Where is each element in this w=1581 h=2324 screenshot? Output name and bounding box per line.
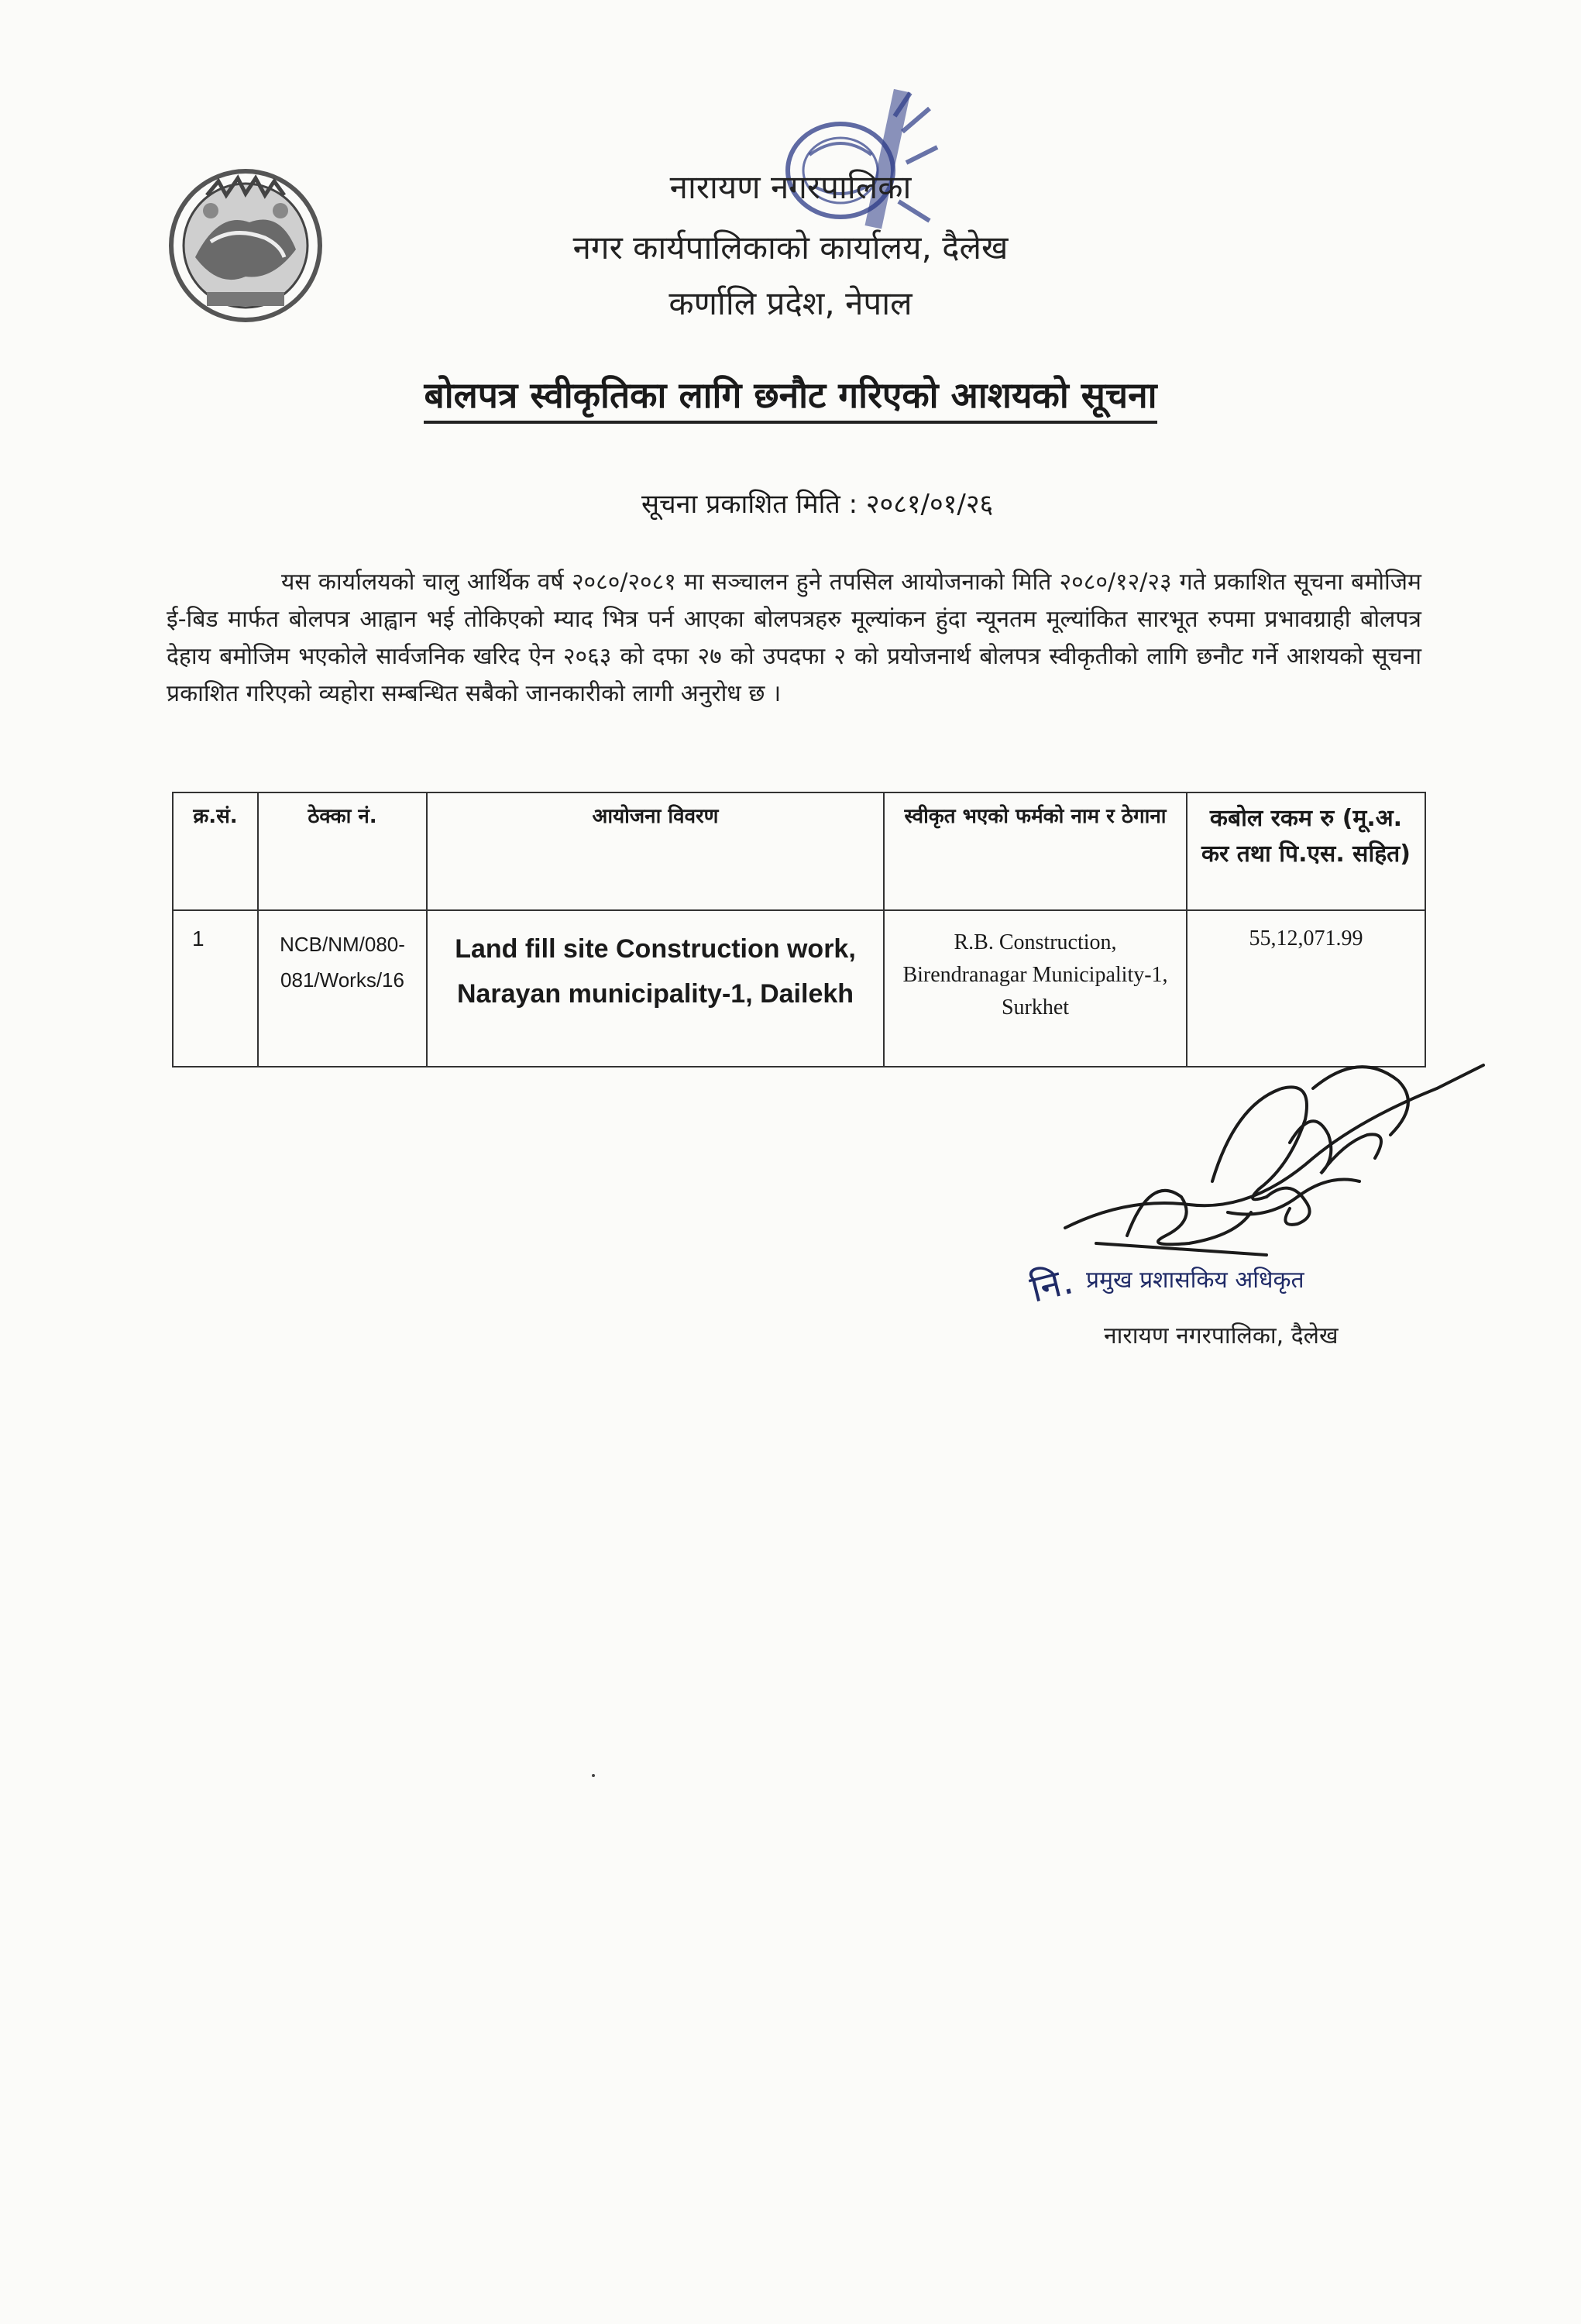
notice-body: यस कार्यालयको चालु आर्थिक वर्ष २०८०/२०८१ मा सञ्चालन हुने तपसिल आयोजनाको मिति २०८०/१२/२३ गते प्रकाशित सूचना बमोजिम ई-बिड मार्फत बोलपत्र आह्वान भई तोकिएको म्याद भित्र पर्न आएका बोलपत्रहरु मूल्यांकन हुंदा न्यूनतम मूल्यांकित सारभूत रुपमा प्रभावग्राही बोलपत्र देहाय बमोजिम भएकोले सार्वजनिक खरिद ऐन २०६३ को दफा २७ को उपदफा २ को प्रयोजनार्थ बोलपत्र स्वीकृतीको लागि छनौट गर्ने आशयको सूचना प्रकाशित गरिएको व्यहोरा सम्बन्धित सबैको जानकारीको लागी अनुरोध छ । bbox=[167, 569, 1421, 707]
cell-project-description: Land fill site Construction work, Narayan municipality-1, Dailekh bbox=[427, 910, 884, 1067]
office-name: नगर कार्यपालिकाको कार्यालय, दैलेख bbox=[572, 229, 1009, 266]
cell-firm: R.B. Construction, Birendranagar Municipality-1, Surkhet bbox=[884, 910, 1187, 1067]
header-sn: क्र.सं. bbox=[173, 792, 258, 910]
speck-dot bbox=[592, 1774, 595, 1777]
header-firm: स्वीकृत भएको फर्मको नाम र ठेगाना bbox=[884, 792, 1187, 910]
province-name: कर्णालि प्रदेश, नेपाल bbox=[668, 284, 913, 322]
header-description: आयोजना विवरण bbox=[427, 792, 884, 910]
cell-contract-no: NCB/NM/080-081/Works/16 bbox=[258, 910, 427, 1067]
header-amount: कबोल रकम रु (मू.अ. कर तथा पि.एस. सहित) bbox=[1187, 792, 1425, 910]
table-header-row bbox=[173, 792, 1425, 910]
signatory-office: नारायण नगरपालिका, दैलेख bbox=[1104, 1322, 1339, 1349]
award-table bbox=[172, 792, 1426, 1067]
municipality-name: नारायण नगरपालिका bbox=[669, 168, 912, 206]
signatory-prefix: नि. bbox=[1026, 1259, 1077, 1312]
publication-date: सूचना प्रकाशित मिति : २०८१/०१/२६ bbox=[641, 489, 994, 520]
signatory-title: प्रमुख प्रशासकिय अधिकृत bbox=[1086, 1267, 1304, 1294]
header-contract: ठेक्का नं. bbox=[258, 792, 427, 910]
notice-title bbox=[0, 370, 1581, 418]
cell-amount: 55,12,071.99 bbox=[1187, 910, 1425, 1067]
notice-title-text: बोलपत्र स्वीकृतिका लागि छनौट गरिएको आशयको सूचना bbox=[424, 374, 1157, 424]
cell-sn: 1 bbox=[173, 910, 258, 1067]
